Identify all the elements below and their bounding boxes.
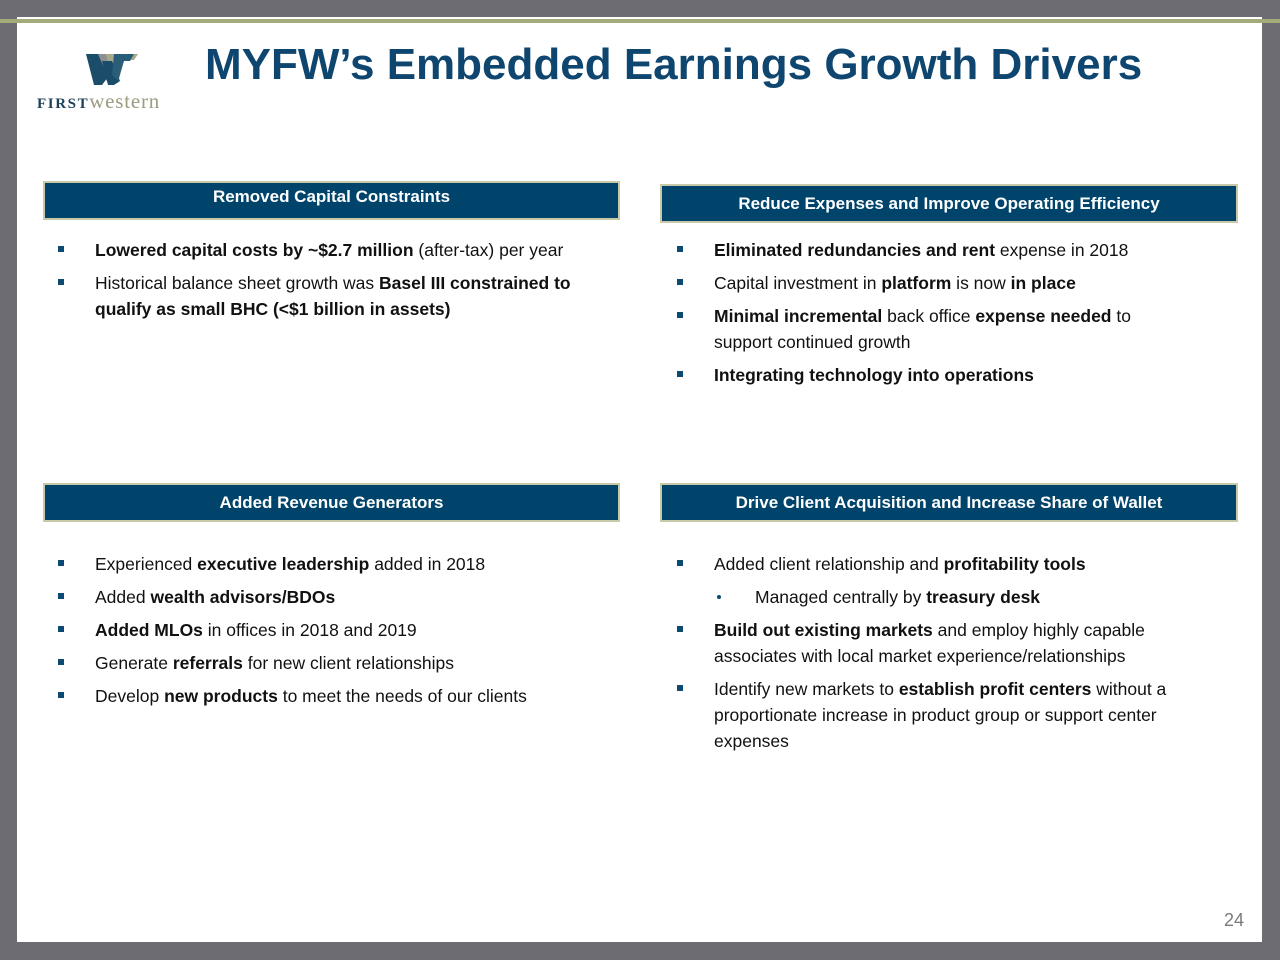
text: Develop xyxy=(95,686,165,706)
logo-first: FIRST xyxy=(37,96,90,112)
square-bullet-icon xyxy=(677,312,683,318)
bold-text: executive leadership xyxy=(197,554,370,574)
bullet-item xyxy=(662,676,1222,754)
panel-body-capital xyxy=(43,237,613,329)
panel-header-label: Drive Client Acquisition and Increase Share of Wallet xyxy=(735,492,1163,512)
slide-canvas xyxy=(17,17,1262,942)
bold-text: Eliminated redundancies and rent xyxy=(714,240,996,260)
text: to meet the needs of our clients xyxy=(277,686,527,706)
square-bullet-icon xyxy=(58,692,64,698)
bullet-list xyxy=(43,237,613,322)
bold-text: new products xyxy=(164,686,278,706)
panel-header-revenue xyxy=(43,483,620,522)
square-bullet-icon xyxy=(58,626,64,632)
bold-text: expense needed xyxy=(975,306,1112,326)
bold-text: Integrating technology into operations xyxy=(714,365,1034,385)
square-bullet-icon xyxy=(58,246,64,252)
text: Added client relationship and xyxy=(714,554,944,574)
square-bullet-icon xyxy=(58,593,64,599)
bullet-list xyxy=(662,237,1192,388)
accent-rule xyxy=(0,19,1280,23)
bold-text: wealth advisors/BDOs xyxy=(150,587,336,607)
panel-body-revenue xyxy=(43,551,613,716)
square-bullet-icon xyxy=(58,279,64,285)
bullet-item xyxy=(662,237,1192,263)
text: to support continued growth xyxy=(714,306,1131,352)
square-bullet-icon xyxy=(677,626,683,632)
square-bullet-icon xyxy=(677,560,683,566)
bullet-item xyxy=(662,303,1192,355)
text: and employ highly capable associates with local market experience/relationships xyxy=(714,620,1145,666)
text: Added xyxy=(95,587,151,607)
text: without a proportionate increase in product group or support center expenses xyxy=(714,679,1167,751)
bullet-item xyxy=(43,617,613,643)
bold-text: establish profit centers xyxy=(898,679,1092,699)
text: added in 2018 xyxy=(369,554,486,574)
text: in offices in 2018 and 2019 xyxy=(202,620,417,640)
w-mark-icon xyxy=(84,51,138,85)
square-bullet-icon xyxy=(58,659,64,665)
bullet-item xyxy=(662,617,1222,669)
bold-text: Lowered capital costs by ~$2.7 million xyxy=(95,240,414,260)
text: is now xyxy=(951,273,1011,293)
square-bullet-icon xyxy=(677,279,683,285)
bold-text: treasury desk xyxy=(926,587,1041,607)
slide-title: MYFW’s Embedded Earnings Growth Drivers xyxy=(205,40,1143,89)
text: (after-tax) per year xyxy=(413,240,564,260)
bullet-item xyxy=(43,584,613,610)
bold-text: Added MLOs xyxy=(95,620,203,640)
bold-text: profitability tools xyxy=(943,554,1086,574)
dot-bullet-icon xyxy=(717,595,721,599)
bullet-item xyxy=(43,237,613,263)
bullet-item xyxy=(43,551,613,577)
panel-header-client xyxy=(660,483,1238,522)
panel-header-label: Reduce Expenses and Improve Operating Efficiency xyxy=(738,193,1160,213)
text: for new client relationships xyxy=(242,653,454,673)
bullet-item xyxy=(43,650,613,676)
logo-wordmark xyxy=(37,89,160,114)
bullet-item xyxy=(662,270,1192,296)
bullet-item xyxy=(43,270,613,322)
panel-header-label: Added Revenue Generators xyxy=(219,492,444,512)
bold-text: platform xyxy=(881,273,952,293)
panel-header-label: Removed Capital Constraints xyxy=(212,187,451,206)
bold-text: Basel III constrained to qualify as small BHC (<$1 billion in assets) xyxy=(95,273,571,319)
bullet-item xyxy=(662,362,1192,388)
bullet-item xyxy=(662,551,1222,577)
bold-text: Build out existing markets xyxy=(714,620,933,640)
text: Experienced xyxy=(95,554,198,574)
panel-header-capital xyxy=(43,181,620,220)
text: expense in 2018 xyxy=(995,240,1129,260)
square-bullet-icon xyxy=(677,371,683,377)
first-western-logo xyxy=(36,45,191,115)
bullet-list xyxy=(662,551,1222,754)
square-bullet-icon xyxy=(677,246,683,252)
bullet-list xyxy=(43,551,613,709)
sub-bullet-item xyxy=(662,584,1222,610)
logo-western: western xyxy=(89,89,161,113)
page-number: 24 xyxy=(1224,910,1245,930)
bold-text: Minimal incremental xyxy=(714,306,883,326)
text: back office xyxy=(882,306,976,326)
bold-text: referrals xyxy=(172,653,243,673)
panel-body-client xyxy=(662,551,1222,761)
bold-text: in place xyxy=(1010,273,1076,293)
square-bullet-icon xyxy=(58,560,64,566)
text: Capital investment in xyxy=(714,273,882,293)
text: Generate xyxy=(95,653,173,673)
panel-body-expenses xyxy=(662,237,1192,395)
square-bullet-icon xyxy=(677,685,683,691)
text: Identify new markets to xyxy=(714,679,899,699)
bullet-item xyxy=(43,683,613,709)
text: Historical balance sheet growth was xyxy=(95,273,380,293)
panel-header-expenses xyxy=(660,184,1238,223)
text: Managed centrally by xyxy=(755,587,927,607)
